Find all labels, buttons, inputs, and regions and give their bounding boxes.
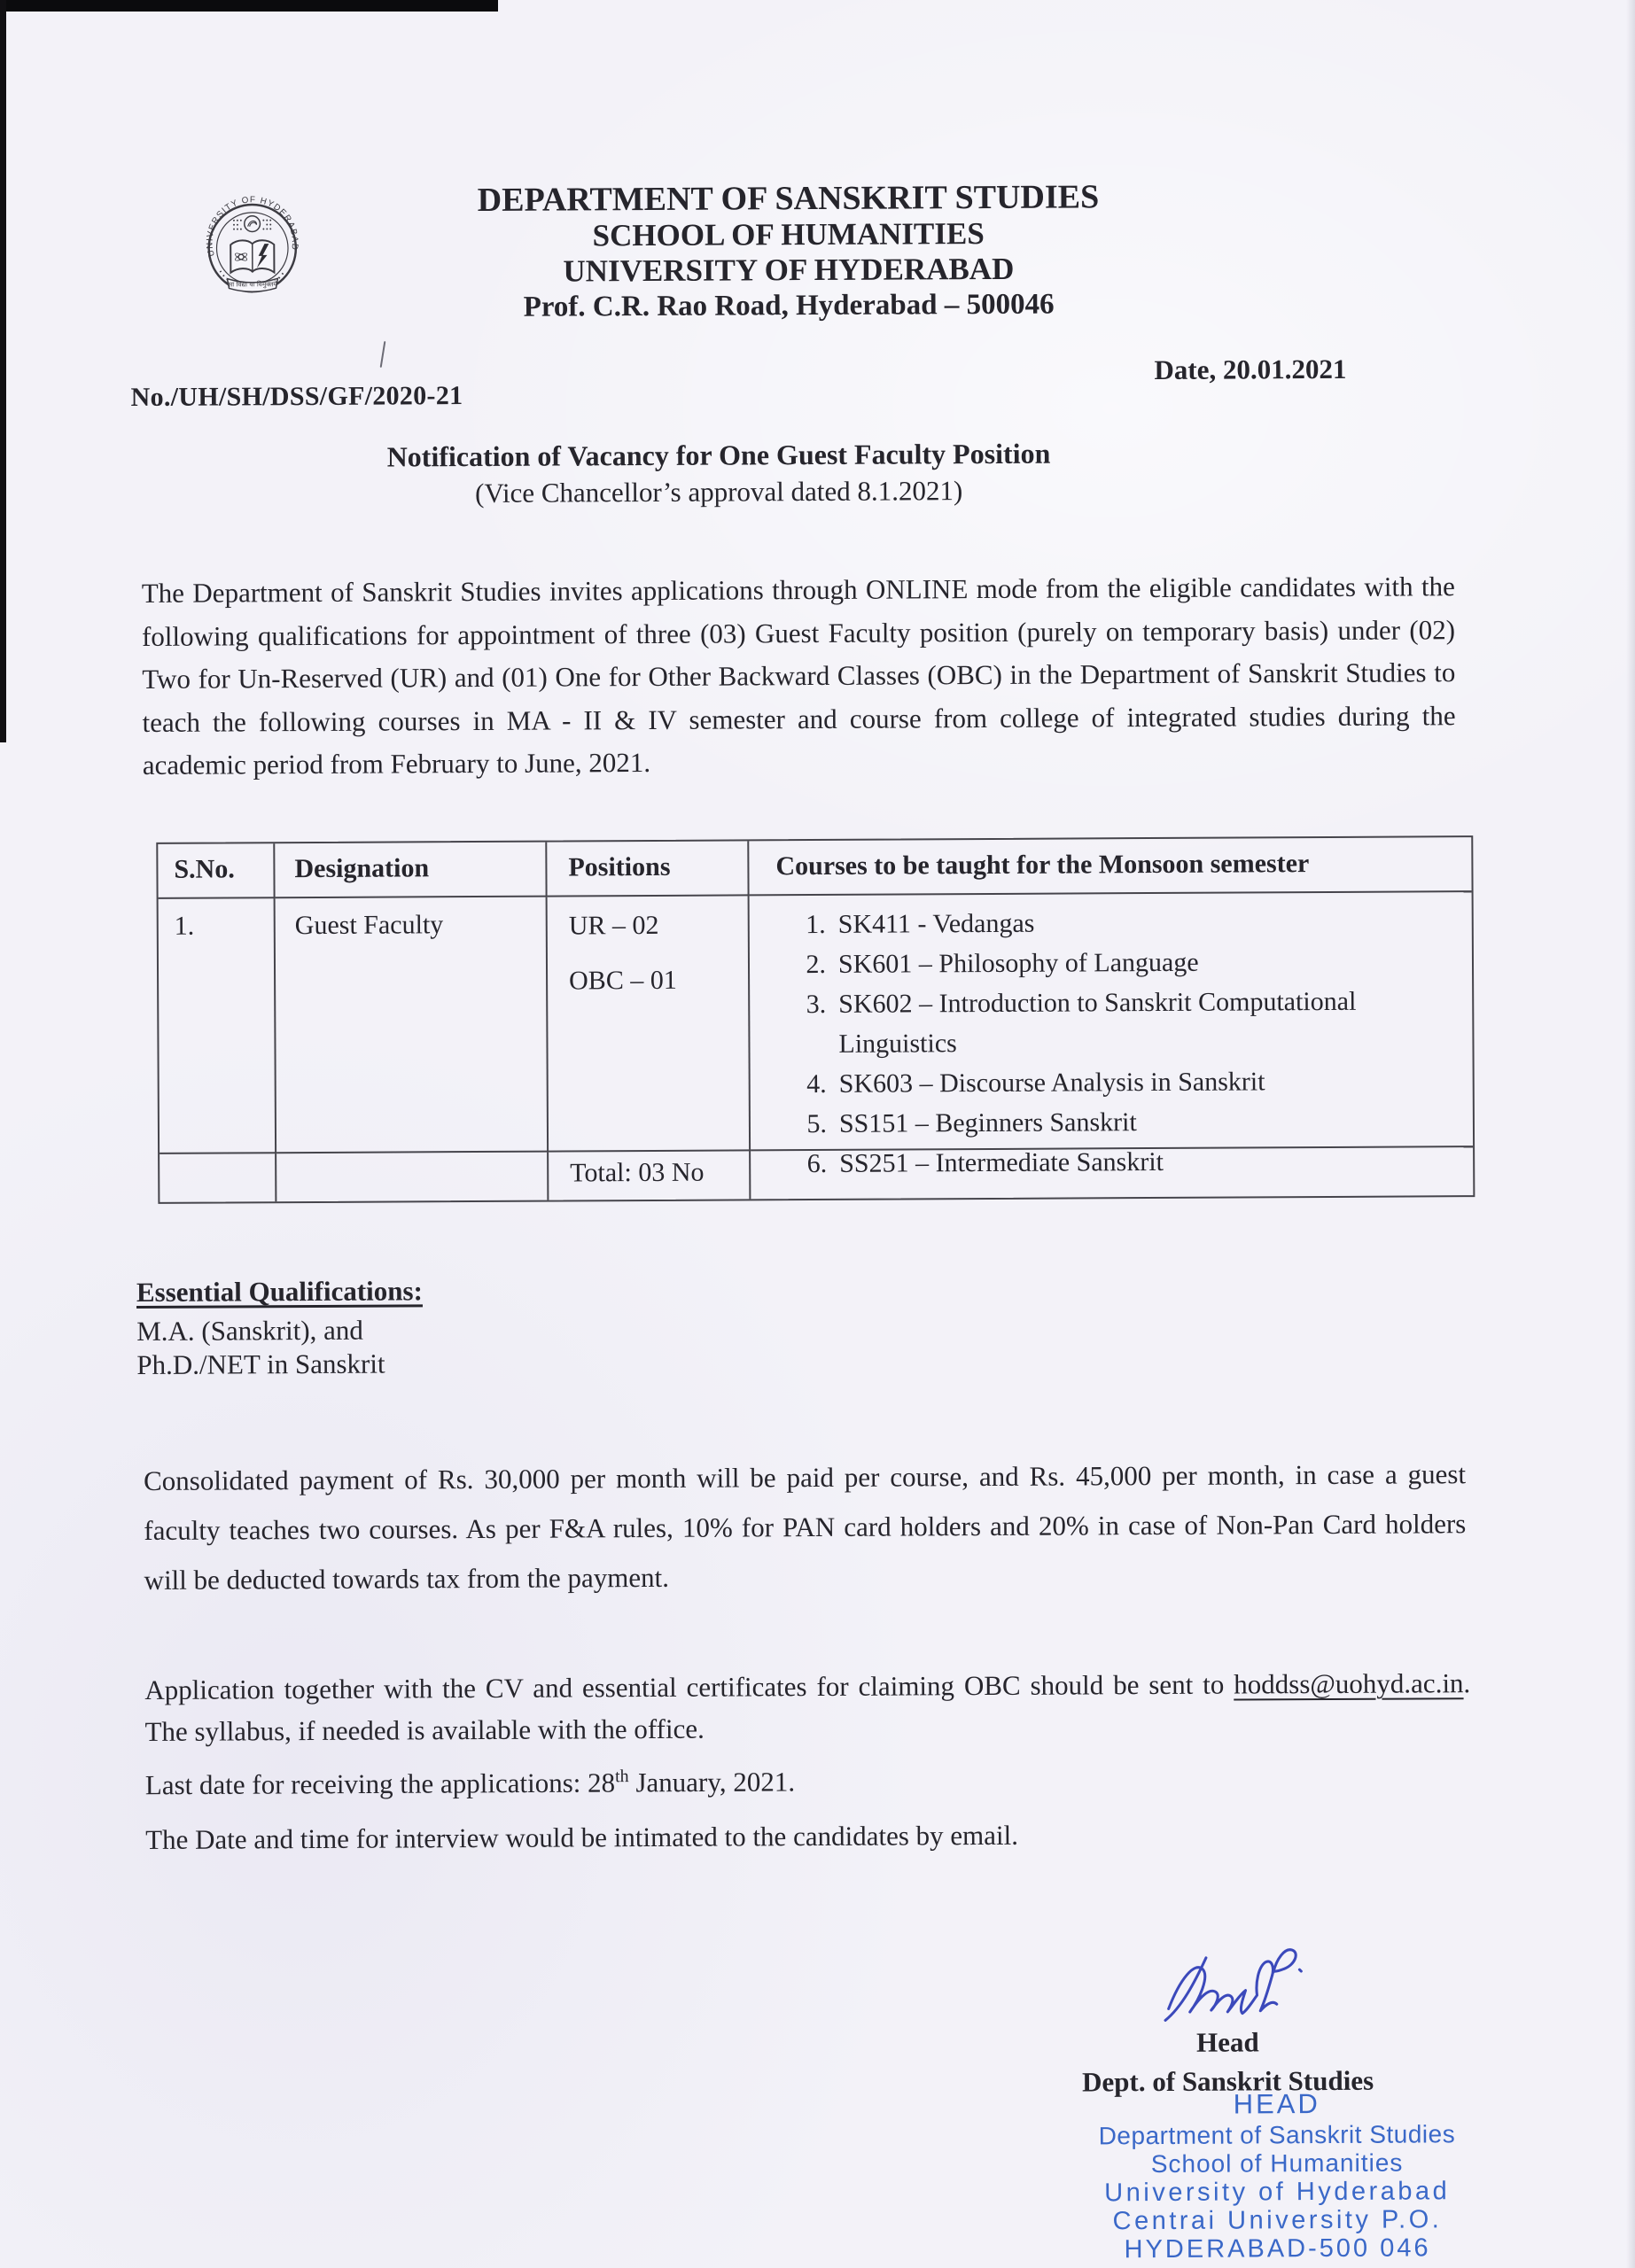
signatory-department: Dept. of Sanskrit Studies <box>1082 2064 1374 2098</box>
last-date-line <box>145 1766 795 1801</box>
course-item <box>787 901 1465 944</box>
course-text: SS151 – Beginners Sanskrit <box>838 1107 1137 1138</box>
stamp-line: Department of Sanskrit Studies <box>1098 2120 1456 2150</box>
approval-subtitle: (Vice Chancellor’s approval dated 8.1.2021) <box>474 475 963 509</box>
vacancy-table <box>156 835 1475 1204</box>
interview-note: The Date and time for interview would be intimated to the candidates by email. <box>145 1819 1019 1855</box>
header-positions: Positions <box>547 841 749 897</box>
course-number: 1. <box>806 909 826 940</box>
email-address: hoddss@uohyd.ac.in <box>1234 1667 1464 1700</box>
course-number: 3. <box>806 989 827 1020</box>
cell-designation: Guest Faculty <box>276 897 549 1154</box>
total-positions: Total: 03 No <box>549 1151 751 1200</box>
stamp-line: HEAD <box>1233 2088 1320 2120</box>
positions-ur: UR – 02 <box>568 910 659 941</box>
total-empty-designation <box>276 1153 549 1202</box>
header-sno: S.No. <box>158 843 275 899</box>
cell-sno: 1. <box>159 898 277 1154</box>
stamp-line: University of Hyderabad <box>1104 2177 1451 2208</box>
qualification-line: M.A. (Sanskrit), and <box>136 1314 363 1348</box>
course-text: SK411 - Vedangas <box>837 908 1035 939</box>
signatory-title: Head <box>1195 2026 1259 2058</box>
office-stamp <box>1029 2089 1526 2264</box>
letterhead-school: SCHOOL OF HUMANITIES <box>592 216 985 253</box>
payment-paragraph: Consolidated payment of Rs. 30,000 per month will be paid per course, and Rs. 45,000 per month, in case a guest faculty teaches two courses. As per F&A rules, 10% for PAN card holders and 20% in case of Non-Pan Card holders will be deducted towards tax from the payment. <box>143 1458 1467 1596</box>
scan-page-right-edge <box>1626 0 1635 2268</box>
handwritten-signature <box>1152 1936 1317 2027</box>
table-total-row <box>160 1147 1473 1202</box>
total-empty-sno <box>160 1153 276 1202</box>
letterhead <box>43 176 1533 328</box>
reference-number: No./UH/SH/DSS/GF/2020-21 <box>130 381 463 413</box>
letterhead-address: Prof. C.R. Rao Road, Hyderabad – 500046 <box>523 288 1055 323</box>
course-list <box>750 892 1474 1184</box>
course-item <box>787 981 1465 1064</box>
seal-ring-text: UNIVERSITY OF HYDERABAD <box>205 195 300 258</box>
qualifications-section <box>136 1274 424 1382</box>
ordinal-suffix: th <box>615 1767 629 1787</box>
positions-obc: OBC – 01 <box>569 965 677 996</box>
stamp-line: HYDERABAD-500 046 <box>1124 2233 1431 2264</box>
course-number: 5. <box>806 1108 828 1139</box>
course-item <box>788 1060 1466 1104</box>
last-date-text: Last date for receiving the applications: 28 <box>144 1767 616 1801</box>
course-item <box>787 941 1465 984</box>
scan-artifact-top-bar <box>0 0 498 12</box>
course-text: SK601 – Philosophy of Language <box>837 947 1199 979</box>
last-date-year: January, 2021. <box>628 1766 796 1798</box>
intro-paragraph: The Department of Sanskrit Studies invites applications through ONLINE mode from the eligible candidates with the following qualifications for appointment of three (03) Guest Faculty position (purely on temporary basis) under (02) Two for Un-Reserved (UR) and (01) One for Other Backward Classes (OBC) in the Department of Sanskrit Studies to teach the following courses in MA - II & IV semester and course from college of integrated studies during the academic period from February to June, 2021. <box>141 571 1456 781</box>
header-courses: Courses to be taught for the Monsoon semester <box>749 837 1471 896</box>
course-number: 4. <box>806 1068 827 1099</box>
course-text: SK602 – Introduction to Sanskrit Computational Linguistics <box>838 986 1357 1059</box>
course-text: SS251 – Intermediate Sanskrit <box>839 1146 1164 1178</box>
title-block <box>0 432 1441 515</box>
application-text-before: Application together with the CV and essential certificates for claiming OBC should be sent to <box>144 1668 1234 1705</box>
cell-courses <box>750 892 1473 1179</box>
seal-motto-text: सा विद्या या विमुक्तये <box>228 280 277 289</box>
course-number: 6. <box>806 1148 828 1179</box>
course-number: 2. <box>806 949 827 980</box>
notification-title: Notification of Vacancy for One Guest Faculty Position <box>386 437 1051 473</box>
document-date: Date, 20.01.2021 <box>1154 353 1347 385</box>
table-header-row <box>158 837 1471 899</box>
header-designation: Designation <box>275 843 547 899</box>
application-paragraph <box>144 1662 1470 1752</box>
scan-artifact-left-strip <box>0 0 6 742</box>
qualification-line: Ph.D./NET in Sanskrit <box>136 1348 385 1381</box>
cell-positions <box>548 896 751 1152</box>
letterhead-department: DEPARTMENT OF SANSKRIT STUDIES <box>477 178 1100 219</box>
course-item <box>788 1100 1466 1144</box>
stamp-line: Centrai University P.O. <box>1112 2205 1443 2236</box>
letterhead-university: UNIVERSITY OF HYDERABAD <box>563 251 1015 289</box>
stamp-line: School of Humanities <box>1150 2148 1404 2179</box>
application-text-after: . The syllabus, if needed is available with the office. <box>144 1667 1471 1747</box>
qualifications-heading: Essential Qualifications: <box>136 1275 423 1309</box>
total-empty-courses <box>751 1147 1473 1199</box>
course-text: SK603 – Discourse Analysis in Sanskrit <box>838 1067 1265 1099</box>
